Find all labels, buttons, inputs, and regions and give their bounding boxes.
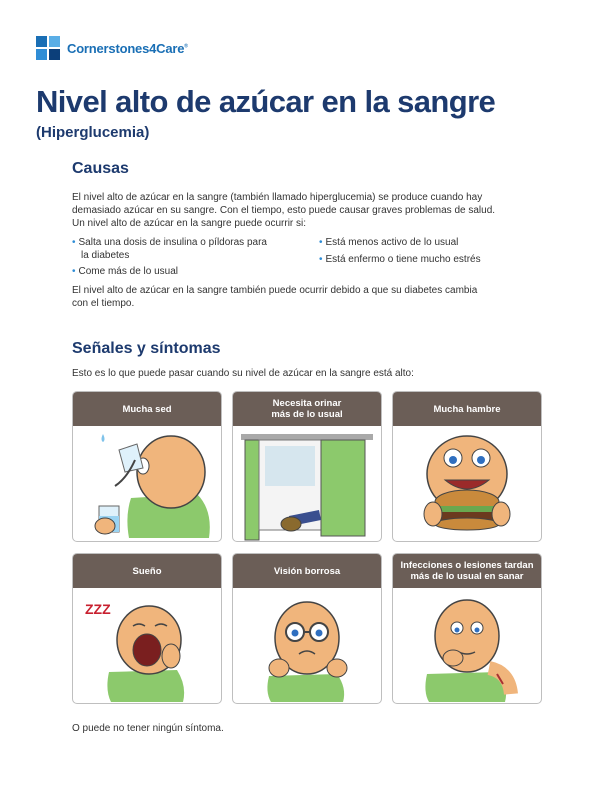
symptom-card-slow-healing <box>392 553 542 704</box>
page-subtitle: (Hiperglucemia) <box>36 124 150 141</box>
causes-outro: El nivel alto de azúcar en la sangre también puede ocurrir debido a que su diabetes cambia con el tiempo. <box>72 285 478 309</box>
symptom-label: Mucha sed <box>73 392 221 426</box>
logo-mark-icon <box>36 36 60 60</box>
eating-burger-icon <box>393 426 541 541</box>
yawning-icon <box>73 588 221 703</box>
symptom-label: Mucha hambre <box>393 392 541 426</box>
symptom-label: Necesita orinar más de lo usual <box>233 392 381 426</box>
bathroom-door-icon <box>233 426 381 541</box>
causes-heading: Causas <box>72 160 129 177</box>
cause-bullet: • Come más de lo usual <box>72 266 179 277</box>
causes-intro: El nivel alto de azúcar en la sangre (también llamado hiperglucemia) se produce cuando hay demasiado azúcar en su sangre. Con el tiempo, esto puede causar graves problemas de salud. Un nivel alto de azúcar en la sangre puede ocurrir si: <box>72 192 496 229</box>
symptom-card-thirst <box>72 391 222 542</box>
drinking-water-icon <box>73 426 221 541</box>
symptoms-footer: O puede no tener ningún síntoma. <box>72 723 224 734</box>
glasses-icon <box>233 588 381 703</box>
symptom-card-urination <box>232 391 382 542</box>
cause-bullet: • Salta una dosis de insulina o píldoras para la diabetes <box>72 237 267 261</box>
symptom-label: Sueño <box>73 554 221 588</box>
symptoms-intro: Esto es lo que puede pasar cuando su nivel de azúcar en la sangre está alto: <box>72 368 414 379</box>
brand-name: Cornerstones4Care® <box>67 40 188 56</box>
symptom-label: Infecciones o lesiones tardan más de lo usual en sanar <box>393 554 541 588</box>
symptom-card-sleepiness <box>72 553 222 704</box>
symptom-label: Visión borrosa <box>233 554 381 588</box>
symptom-card-hunger <box>392 391 542 542</box>
symptoms-heading: Señales y síntomas <box>72 340 221 357</box>
brand-logo <box>36 36 188 60</box>
cause-bullet: • Está menos activo de lo usual <box>319 237 459 248</box>
cause-bullet: • Está enfermo o tiene mucho estrés <box>319 254 481 265</box>
injured-arm-icon <box>393 588 541 703</box>
symptom-card-blurred-vision <box>232 553 382 704</box>
zzz-label: ZZZ <box>85 601 111 617</box>
page-title: Nivel alto de azúcar en la sangre <box>36 84 496 119</box>
